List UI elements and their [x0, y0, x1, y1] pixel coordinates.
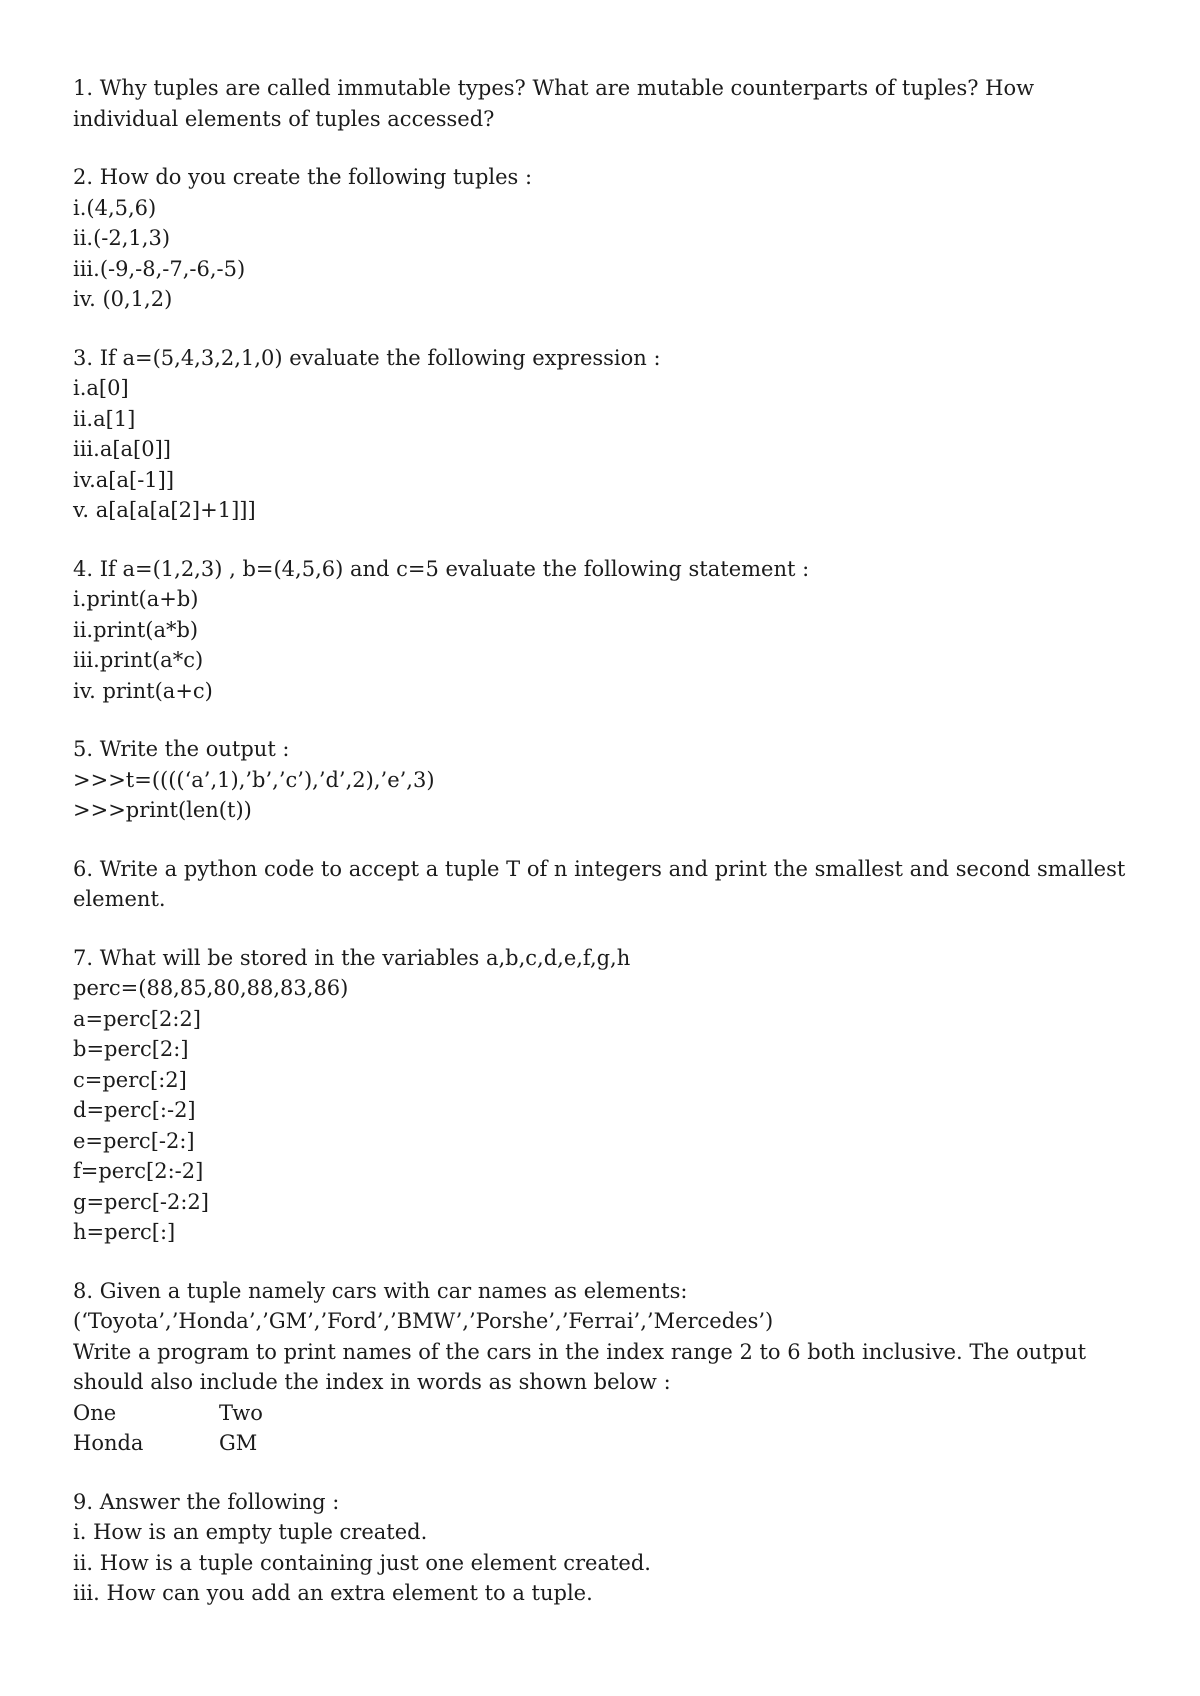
code-line: >>>t=((((‘a’,1),’b’,’c’),’d’,2),’e’,3)	[73, 767, 435, 792]
list-item: ii.a[1]	[73, 406, 136, 431]
list-item: iii. How can you add an extra element to a tuple.	[73, 1581, 593, 1605]
code-line: d=perc[:-2]	[73, 1098, 196, 1122]
list-item: ii. How is a tuple containing just one element created.	[73, 1550, 651, 1575]
question-2-text: 2. How do you create the following tuples :	[73, 165, 533, 189]
question-1	[73, 73, 1138, 134]
code-line: b=perc[2:]	[73, 1037, 189, 1061]
sample-output-cell: Honda	[73, 1431, 144, 1455]
question-8-text: 8. Given a tuple namely cars with car names as elements:	[73, 1278, 688, 1303]
list-item: iv.a[a[-1]]	[73, 467, 175, 492]
code-line: c=perc[:2]	[73, 1067, 187, 1092]
list-item: iii.a[a[0]]	[73, 437, 171, 461]
question-number: 9.	[73, 1489, 94, 1514]
question-number: 5.	[73, 737, 94, 761]
question-6	[73, 854, 1138, 915]
sample-output-row	[73, 1398, 1138, 1429]
code-line: h=perc[:]	[73, 1220, 176, 1244]
worksheet-page	[73, 73, 1138, 1637]
question-7-text: 7. What will be stored in the variables a,b,c,d,e,f,g,h	[73, 945, 631, 970]
code-line: a=perc[2:2]	[73, 1006, 201, 1031]
question-6-text: 6. Write a python code to accept a tuple T of n integers and print the smallest and second smallest element.	[73, 856, 1126, 911]
question-9	[73, 1487, 1138, 1609]
sample-output-cell: GM	[219, 1431, 258, 1455]
list-item: i. How is an empty tuple created.	[73, 1520, 428, 1544]
question-8	[73, 1276, 1138, 1459]
question-8-instruction: Write a program to print names of the cars in the index range 2 to 6 both inclusive. The output should also include the index in words as shown below :	[73, 1339, 1087, 1394]
question-number: 7.	[73, 945, 94, 970]
code-line: g=perc[-2:2]	[73, 1189, 209, 1214]
question-number: 8.	[73, 1278, 94, 1303]
sample-output-cell: Two	[219, 1400, 263, 1425]
question-5-text: 5. Write the output :	[73, 737, 290, 761]
question-3	[73, 343, 1138, 526]
list-item: i.(4,5,6)	[73, 195, 157, 220]
question-1-text: 1. Why tuples are called immutable types? What are mutable counterparts of tuples? How individual elements of tuples accessed?	[73, 76, 1035, 131]
list-item: i.a[0]	[73, 376, 129, 400]
question-number: 1.	[73, 76, 94, 100]
list-item: ii.print(a*b)	[73, 617, 199, 642]
list-item: ii.(-2,1,3)	[73, 226, 171, 250]
question-number: 6.	[73, 856, 94, 881]
question-7	[73, 943, 1138, 1248]
sample-output-row	[73, 1428, 1138, 1459]
code-line: f=perc[2:-2]	[73, 1159, 204, 1183]
question-4	[73, 554, 1138, 707]
question-number: 3.	[73, 345, 94, 370]
list-item: v. a[a[a[a[2]+1]]]	[73, 498, 256, 522]
question-number: 2.	[73, 165, 94, 189]
list-item: iii.print(a*c)	[73, 648, 204, 672]
question-3-text: 3. If a=(5,4,3,2,1,0) evaluate the following expression :	[73, 345, 661, 370]
list-item: iv. print(a+c)	[73, 678, 213, 703]
code-line: e=perc[-2:]	[73, 1128, 195, 1153]
list-item: iii.(-9,-8,-7,-6,-5)	[73, 256, 246, 281]
cars-tuple: (‘Toyota’,’Honda’,’GM’,’Ford’,’BMW’,’Porshe’,’Ferrai’,’Mercedes’)	[73, 1309, 774, 1333]
question-2	[73, 162, 1138, 315]
question-9-text: 9. Answer the following :	[73, 1489, 340, 1514]
question-4-text: 4. If a=(1,2,3) , b=(4,5,6) and c=5 evaluate the following statement :	[73, 556, 810, 581]
list-item: i.print(a+b)	[73, 587, 199, 611]
code-line: >>>print(len(t))	[73, 798, 252, 822]
sample-output-cell: One	[73, 1400, 117, 1425]
list-item: iv. (0,1,2)	[73, 287, 173, 311]
code-line: perc=(88,85,80,88,83,86)	[73, 976, 349, 1000]
question-5	[73, 734, 1138, 826]
question-number: 4.	[73, 556, 94, 581]
